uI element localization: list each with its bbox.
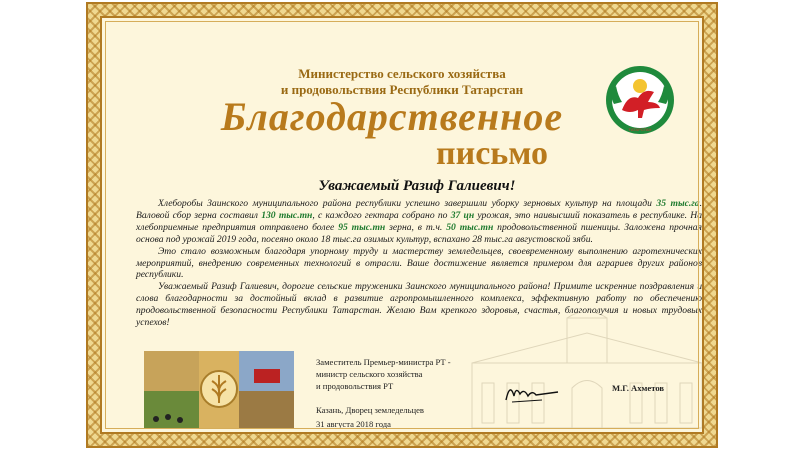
paragraph-text: Хлеборобы Заинского муниципального района республики успешно завершили уборку зерновых культур на площади xyxy=(158,198,657,209)
title-line-2: письмо xyxy=(436,135,548,172)
ministry-line-2: и продовольствия Республики Татарстан xyxy=(280,82,524,97)
paragraph-text: продовольственной пшеницы. Заложена прочная основа под урожай 2019 года, посеяно около 18 тыс.га озимых культур, вспахано 28 тыс.га августовской зяби. xyxy=(136,221,702,245)
highlight-wheat: 50 тыс.тн xyxy=(446,221,494,233)
handwritten-signature xyxy=(502,378,562,406)
highlight-yield: 37 цн xyxy=(450,209,475,221)
paragraph-text: , с каждого гектара собрано по xyxy=(312,209,451,221)
signing-date: 31 августа 2018 года xyxy=(316,419,391,429)
ministry-header xyxy=(237,66,567,98)
signatory-name: М.Г. Ахметов xyxy=(612,383,665,393)
certificate-sheet xyxy=(86,2,718,448)
paragraph-text: . Валовой сбор зерна составил xyxy=(136,198,703,221)
paragraph-1 xyxy=(136,198,702,246)
highlight-harvest: 130 тыс.тн xyxy=(261,209,313,221)
place-and-date xyxy=(316,403,424,431)
highlight-area: 35 тыс.га xyxy=(656,198,700,209)
signing-place: Казань, Дворец земледельцев xyxy=(316,405,424,415)
signatory-title-line-1: Заместитель Премьер-министра РТ - xyxy=(316,357,451,367)
paragraph-text: зерна, в т.ч. xyxy=(385,221,447,233)
emblem-inscription: ТАТАРСТАН xyxy=(628,127,652,132)
agriculture-photo-collage xyxy=(144,351,294,429)
certificate-body xyxy=(100,16,704,434)
greeting-heading: Уважаемый Разиф Галиевич! xyxy=(318,178,516,194)
paragraph-text: урожая, это наивысший показатель в республике. На хлебоприемные предприятия отправлено более xyxy=(136,209,703,233)
signatory-title-line-2: министр сельского хозяйства xyxy=(316,369,423,379)
highlight-shipped: 95 тыс.тн xyxy=(338,221,386,233)
tatarstan-coat-of-arms-icon xyxy=(604,64,676,136)
paragraph-3: Уважаемый Разиф Галиевич, дорогие сельские труженики Заинского муниципального района! Примите искренние поздравления и слова благодарности за достойный вклад в развитие агропромышленного комплекса, эффективную работу по обеспечению продовольственной безопасности Республики Татарстан. Желаю Вам крепкого здоровья, счастья, благополучия и новых трудовых успехов! xyxy=(136,281,702,329)
palace-background-illustration xyxy=(462,313,712,433)
paragraph-2: Это стало возможным благодаря упорному труду и мастерству земледельцев, своевременному выполнению агротехнических мероприятий, внедрению современных технологий в отрасли. Ваше достижение является примером для аграриев других районов республики. xyxy=(136,245,702,281)
signatory-title xyxy=(316,356,466,392)
ministry-line-1: Министерство сельского хозяйства xyxy=(298,66,506,81)
signatory-title-line-3: и продовольствия РТ xyxy=(316,381,394,391)
letter-body xyxy=(136,198,702,329)
title-line-1: Благодарственное xyxy=(220,94,564,139)
